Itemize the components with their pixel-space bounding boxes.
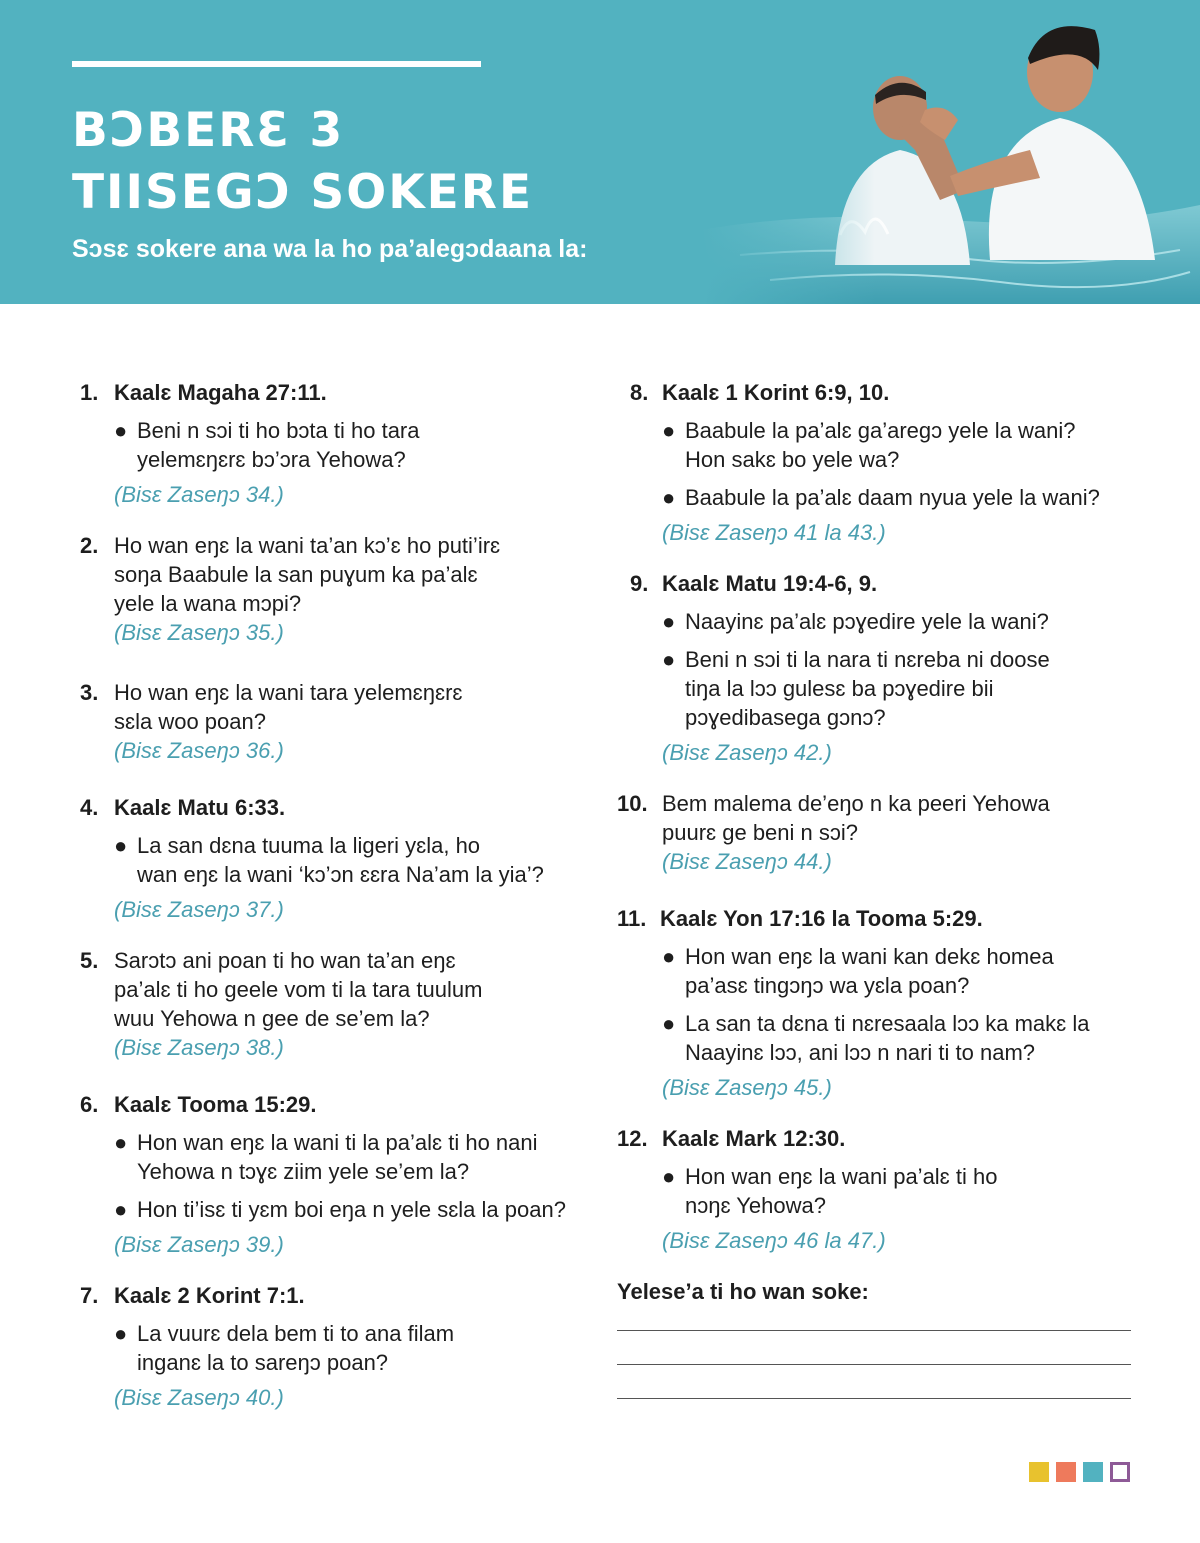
- question-item: [80, 531, 600, 647]
- question-item: [80, 1281, 600, 1412]
- baptism-illustration: [700, 0, 1200, 304]
- question-text-line: Ho wan eŋɛ la wani tara yelemɛŋɛrɛ: [114, 680, 463, 705]
- question-item: [617, 904, 1137, 1102]
- bullet-icon: ●: [662, 647, 676, 672]
- question-bullet: [80, 1195, 600, 1224]
- outlined-square-icon: [1110, 1462, 1130, 1482]
- bullet-icon: ●: [662, 944, 676, 969]
- bullet-icon: ●: [114, 1130, 128, 1155]
- reference-text: (Bisɛ Zaseŋɔ 36.): [114, 738, 284, 763]
- question-number: 1.: [80, 380, 99, 405]
- reference-text: (Bisɛ Zaseŋɔ 40.): [114, 1385, 284, 1410]
- bullet-text-line: Naayinɛ pa’alɛ pɔɣedire yele la wani?: [685, 609, 1049, 634]
- bullet-icon: ●: [114, 1197, 128, 1222]
- question-bullet: [617, 645, 1137, 732]
- reference-text: (Bisɛ Zaseŋɔ 41 la 43.): [662, 520, 886, 545]
- teal-square-icon: [1083, 1462, 1103, 1482]
- bullet-icon: ●: [662, 485, 676, 510]
- question-text: [80, 678, 600, 736]
- question-heading: Kaalɛ Tooma 15:29.: [114, 1092, 317, 1117]
- bullet-text-line: wan eŋɛ la wani ‘kɔ’ɔn ɛɛra Na’am la yia’?: [137, 862, 544, 887]
- question-text: [80, 946, 600, 1033]
- question-text-line: Sarɔtɔ ani poan ti ho wan ta’an eŋɛ: [114, 948, 456, 973]
- question-bullet: [617, 607, 1137, 636]
- question-number: 6.: [80, 1092, 99, 1117]
- question-bullet: [80, 1128, 600, 1186]
- bullet-text-line: Yehowa n tɔɣɛ ziim yele se’em la?: [137, 1159, 470, 1184]
- question-item: [617, 789, 1137, 876]
- bullet-text-line: Hon wan eŋɛ la wani ti la pa’alɛ ti ho nani: [137, 1130, 538, 1155]
- bullet-text-line: Hon ti’isɛ ti yɛm boi eŋa n yele sɛla la poan?: [137, 1197, 566, 1222]
- question-number: 4.: [80, 795, 99, 820]
- question-bullet: [80, 416, 600, 474]
- question-number: 2.: [80, 533, 99, 558]
- reference-text: (Bisɛ Zaseŋɔ 42.): [662, 740, 832, 765]
- bullet-text-line: Hon wan eŋɛ la wani kan dekɛ homea: [685, 944, 1054, 969]
- question-text-line: puurɛ ge beni n sɔi?: [662, 820, 858, 845]
- question-number: 5.: [80, 948, 99, 973]
- question-item: [80, 378, 600, 509]
- question-item: [617, 378, 1137, 547]
- reference-text: (Bisɛ Zaseŋɔ 45.): [662, 1075, 832, 1100]
- bullet-icon: ●: [114, 418, 128, 443]
- question-heading: Kaalɛ Yon 17:16 la Tooma 5:29.: [660, 906, 983, 931]
- question-number: 3.: [80, 680, 99, 705]
- answer-label: Yelese’a ti ho wan soke:: [617, 1279, 869, 1304]
- reference-text: (Bisɛ Zaseŋɔ 34.): [114, 482, 284, 507]
- title-line-1: BƆBERƐ 3: [72, 103, 345, 158]
- header-banner: [0, 0, 1200, 304]
- reference-text: (Bisɛ Zaseŋɔ 37.): [114, 897, 284, 922]
- question-bullet: [80, 831, 600, 889]
- answer-line[interactable]: [617, 1330, 1131, 1331]
- bullet-text-line: nɔŋɛ Yehowa?: [685, 1193, 826, 1218]
- yellow-square-icon: [1029, 1462, 1049, 1482]
- question-number: 12.: [617, 1126, 648, 1151]
- answer-line[interactable]: [617, 1398, 1131, 1399]
- question-text-line: soŋa Baabule la san puɣum ka pa’alɛ: [114, 562, 478, 587]
- question-text-line: pa’alɛ ti ho geele vom ti la tara tuulum: [114, 977, 483, 1002]
- question-heading: Kaalɛ Matu 19:4-6, 9.: [662, 571, 878, 596]
- bullet-icon: ●: [662, 1011, 676, 1036]
- question-number: 7.: [80, 1283, 99, 1308]
- question-item: [80, 1090, 600, 1259]
- bullet-text-line: Beni n sɔi ti ho bɔta ti ho tara: [137, 418, 420, 443]
- questions-left-column: [80, 378, 600, 1434]
- page-subtitle: Sɔsɛ sokere ana wa la ho pa’alegɔdaana la:: [72, 235, 588, 263]
- bullet-icon: ●: [662, 609, 676, 634]
- question-heading: Kaalɛ Matu 6:33.: [114, 795, 286, 820]
- header-rule: [72, 61, 481, 67]
- reference-text: (Bisɛ Zaseŋɔ 38.): [114, 1035, 284, 1060]
- reference-text: (Bisɛ Zaseŋɔ 46 la 47.): [662, 1228, 886, 1253]
- question-heading: Kaalɛ Magaha 27:11.: [114, 380, 327, 405]
- question-item: [80, 946, 600, 1062]
- question-heading: Kaalɛ 2 Korint 7:1.: [114, 1283, 305, 1308]
- question-number: 11.: [617, 906, 647, 931]
- question-heading: Kaalɛ Mark 12:30.: [662, 1126, 846, 1151]
- bullet-text-line: La vuurɛ dela bem ti to ana filam: [137, 1321, 455, 1346]
- bullet-text-line: La san dɛna tuuma la ligeri yɛla, ho: [137, 833, 481, 858]
- answer-line[interactable]: [617, 1364, 1131, 1365]
- question-number: 9.: [630, 571, 649, 596]
- question-text-line: Bem malema de’eŋo n ka peeri Yehowa: [662, 791, 1050, 816]
- bullet-text-line: pɔɣedibasega gɔnɔ?: [685, 705, 886, 730]
- question-bullet: [617, 1009, 1137, 1067]
- reference-text: (Bisɛ Zaseŋɔ 44.): [662, 849, 832, 874]
- bullet-icon: ●: [662, 1164, 676, 1189]
- question-item: [617, 569, 1137, 767]
- question-text-line: yele la wana mɔpi?: [114, 591, 302, 616]
- bullet-icon: ●: [662, 418, 676, 443]
- bullet-text-line: Hon sakɛ bo yele wa?: [685, 447, 900, 472]
- question-text-line: sɛla woo poan?: [114, 709, 266, 734]
- question-number: 10.: [617, 791, 648, 816]
- question-text-line: Ho wan eŋɛ la wani ta’an kɔ’ɛ ho puti’irɛ: [114, 533, 501, 558]
- bullet-text-line: Naayinɛ lɔɔ, ani lɔɔ n nari ti to nam?: [685, 1040, 1036, 1065]
- question-bullet: [617, 942, 1137, 1000]
- reference-text: (Bisɛ Zaseŋɔ 39.): [114, 1232, 284, 1257]
- question-bullet: [617, 416, 1137, 474]
- question-bullet: [80, 1319, 600, 1377]
- questions-right-column: [617, 378, 1137, 1399]
- question-text: [617, 789, 1137, 847]
- bullet-text-line: La san ta dɛna ti nɛresaala lɔɔ ka makɛ la: [685, 1011, 1090, 1036]
- bullet-text-line: yelemɛŋɛrɛ bɔ’ɔra Yehowa?: [137, 447, 406, 472]
- question-number: 8.: [630, 380, 649, 405]
- question-item: [80, 793, 600, 924]
- color-squares-decoration: [1029, 1462, 1133, 1482]
- question-item: [80, 678, 600, 765]
- bullet-text-line: inganɛ la to sareŋɔ poan?: [137, 1350, 389, 1375]
- bullet-text-line: Beni n sɔi ti la nara ti nɛreba ni doose: [685, 647, 1050, 672]
- bullet-text-line: tiŋa la lɔɔ gulesɛ ba pɔɣedire bii: [685, 676, 994, 701]
- question-text-line: wuu Yehowa n gee de se’em la?: [114, 1006, 430, 1031]
- question-text: [80, 531, 600, 618]
- page-title: [72, 100, 533, 224]
- bullet-icon: ●: [114, 1321, 128, 1346]
- bullet-text-line: pa’asɛ tingɔŋɔ wa yɛla poan?: [685, 973, 970, 998]
- question-item: [617, 1124, 1137, 1255]
- question-bullet: [617, 483, 1137, 512]
- bullet-text-line: Baabule la pa’alɛ daam nyua yele la wani?: [685, 485, 1100, 510]
- question-bullet: [617, 1162, 1137, 1220]
- bullet-icon: ●: [114, 833, 128, 858]
- title-line-2: TIISEGƆ SOKERE: [72, 165, 534, 220]
- bullet-text-line: Baabule la pa’alɛ ga’aregɔ yele la wani?: [685, 418, 1076, 443]
- reference-text: (Bisɛ Zaseŋɔ 35.): [114, 620, 284, 645]
- orange-square-icon: [1056, 1462, 1076, 1482]
- bullet-text-line: Hon wan eŋɛ la wani pa’alɛ ti ho: [685, 1164, 998, 1189]
- question-heading: Kaalɛ 1 Korint 6:9, 10.: [662, 380, 890, 405]
